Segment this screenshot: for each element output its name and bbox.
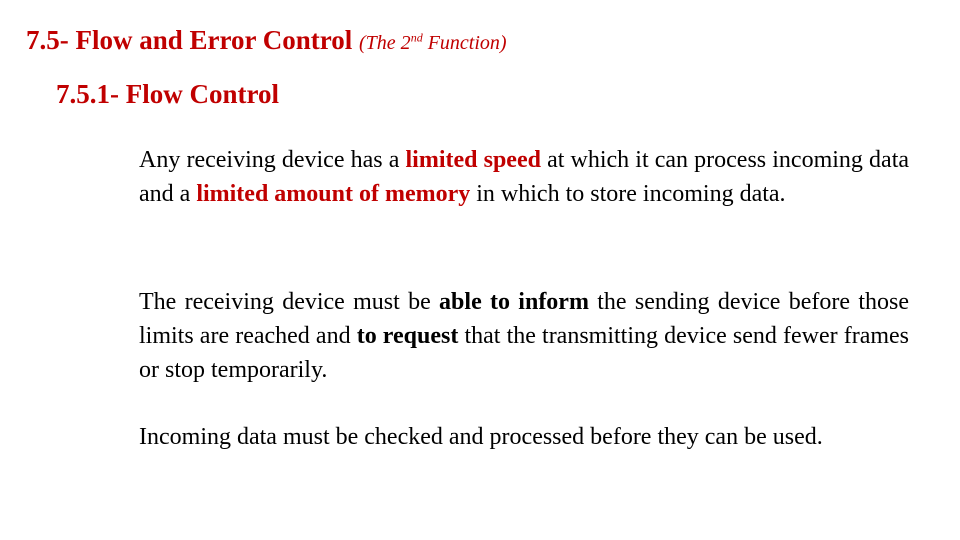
paragraph-text: the sending device before those limits are reached and bbox=[139, 289, 909, 349]
paragraph-text: that the transmitting device send fewer frames or stop temporarily. bbox=[139, 323, 910, 383]
section-heading: 7.5.1- Flow Control bbox=[56, 79, 279, 109]
slide-title-main: 7.5- Flow and Error Control bbox=[26, 25, 353, 55]
slide-title bbox=[26, 24, 507, 56]
slide-title-aside-pre: (The 2 bbox=[359, 32, 411, 54]
emphasis-to-request: to request bbox=[356, 323, 459, 349]
slide-title-aside bbox=[359, 32, 507, 54]
highlight-limited-speed: limited speed bbox=[405, 147, 541, 173]
paragraph-text: at which it can process incoming data and a bbox=[139, 147, 910, 207]
slide-title-aside-sup: nd bbox=[410, 30, 423, 45]
paragraph-text: Incoming data must be checked and processed before they can be used. bbox=[139, 424, 823, 450]
paragraph-text: The receiving device must be bbox=[139, 289, 440, 315]
highlight-limited-memory: limited amount of memory bbox=[196, 181, 471, 207]
paragraph-text: in which to store incoming data. bbox=[470, 181, 786, 207]
paragraph-checked bbox=[139, 420, 909, 454]
paragraph-inform bbox=[139, 285, 909, 387]
slide-title-aside-post: Function) bbox=[422, 32, 507, 54]
paragraph-text: Any receiving device has a bbox=[139, 147, 406, 173]
paragraph-limits bbox=[139, 143, 909, 211]
emphasis-able-to-inform: able to inform bbox=[439, 289, 589, 315]
